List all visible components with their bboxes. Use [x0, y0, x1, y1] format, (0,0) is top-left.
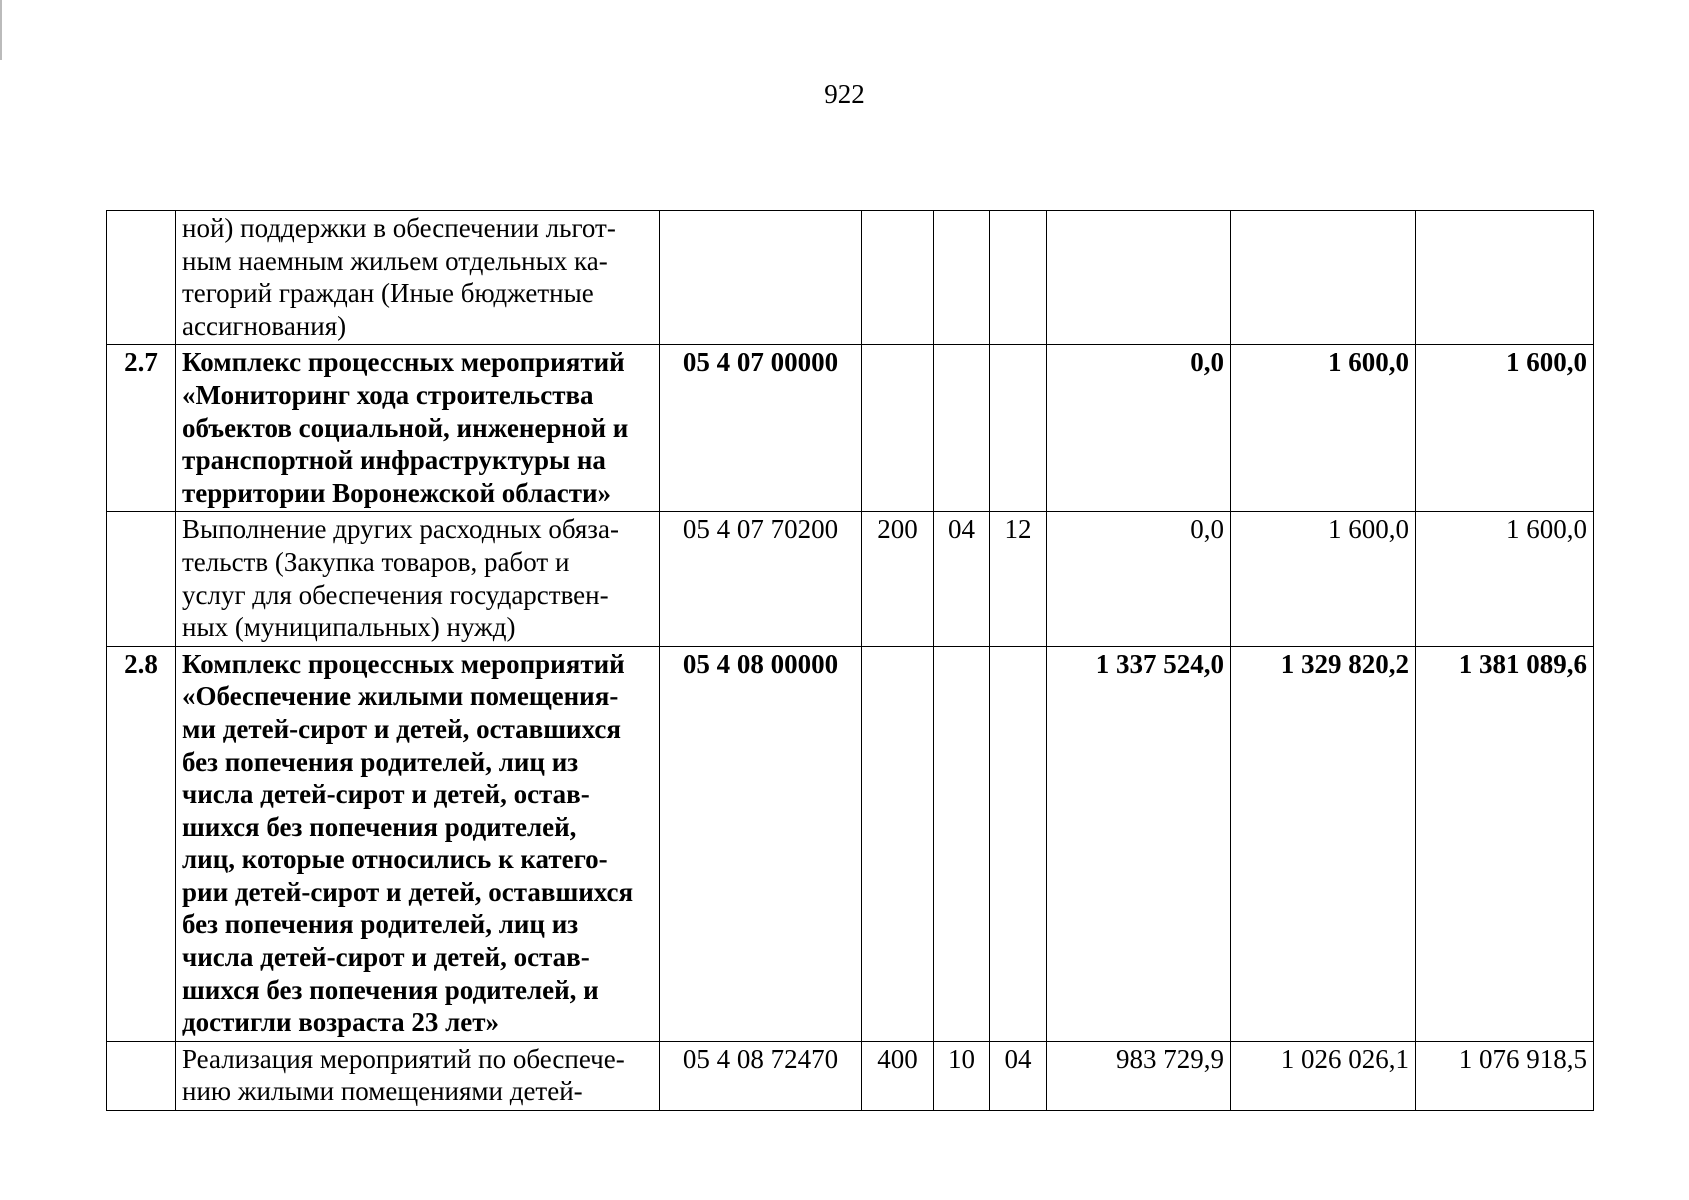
target-code-cell: 05 4 08 00000	[660, 646, 862, 1041]
target-code-cell: 05 4 07 00000	[660, 345, 862, 512]
subsection-cell	[990, 211, 1047, 345]
expense-type-cell	[862, 646, 934, 1041]
amount-year2-cell: 1 600,0	[1231, 512, 1416, 646]
row-number-cell	[107, 1041, 176, 1110]
amount-year1-cell: 0,0	[1047, 512, 1231, 646]
scan-edge-mark	[0, 0, 2, 60]
amount-year2-cell: 1 600,0	[1231, 345, 1416, 512]
section-cell: 10	[934, 1041, 990, 1110]
section-cell	[934, 646, 990, 1041]
row-name-cell: Комплекс процессных мероприятий «Мониторинг хода строительства объектов социальной, инженерной и транспортной инфраструктуры на территории Воронежской области»	[176, 345, 660, 512]
row-name-cell: Реализация мероприятий по обеспече- нию жилыми помещениями детей-	[176, 1041, 660, 1110]
section-cell	[934, 345, 990, 512]
section-cell	[934, 211, 990, 345]
row-name-cell: Выполнение других расходных обяза- тельств (Закупка товаров, работ и услуг для обеспечения государствен- ных (муниципальных) нужд)	[176, 512, 660, 646]
amount-year2-cell: 1 026 026,1	[1231, 1041, 1416, 1110]
subsection-cell: 04	[990, 1041, 1047, 1110]
target-code-cell: 05 4 08 72470	[660, 1041, 862, 1110]
target-code-cell: 05 4 07 70200	[660, 512, 862, 646]
amount-year1-cell	[1047, 211, 1231, 345]
section-cell: 04	[934, 512, 990, 646]
expense-type-cell: 200	[862, 512, 934, 646]
amount-year1-cell: 1 337 524,0	[1047, 646, 1231, 1041]
page-number: 922	[824, 79, 865, 109]
amount-year2-cell: 1 329 820,2	[1231, 646, 1416, 1041]
amount-year1-cell: 983 729,9	[1047, 1041, 1231, 1110]
budget-table	[106, 210, 1594, 1111]
subsection-cell	[990, 345, 1047, 512]
subsection-cell: 12	[990, 512, 1047, 646]
amount-year2-cell	[1231, 211, 1416, 345]
table-body	[107, 211, 1594, 1111]
amount-year3-cell: 1 600,0	[1416, 345, 1594, 512]
amount-year3-cell: 1 076 918,5	[1416, 1041, 1594, 1110]
expense-type-cell	[862, 345, 934, 512]
table-row	[107, 211, 1594, 345]
row-name-cell: ной) поддержки в обеспечении льгот- ным наемным жильем отдельных ка- тегорий граждан (Иные бюджетные ассигнования)	[176, 211, 660, 345]
amount-year3-cell	[1416, 211, 1594, 345]
row-name-cell: Комплекс процессных мероприятий «Обеспечение жилыми помещения- ми детей-сирот и детей, оставшихся без попечения родителей, лиц из числа детей-сирот и детей, остав- шихся без попечения родителей, лиц, которые относились к катего- рии детей-сирот и детей, оставшихся без попечения родителей, лиц из числа детей-сирот и детей, остав- шихся без попечения родителей, и достигли возраста 23 лет»	[176, 646, 660, 1041]
amount-year1-cell: 0,0	[1047, 345, 1231, 512]
amount-year3-cell: 1 381 089,6	[1416, 646, 1594, 1041]
expense-type-cell	[862, 211, 934, 345]
table-row	[107, 646, 1594, 1041]
row-number-cell	[107, 211, 176, 345]
table-row	[107, 345, 1594, 512]
row-number-cell: 2.7	[107, 345, 176, 512]
table-row	[107, 1041, 1594, 1110]
row-number-cell	[107, 512, 176, 646]
row-number-cell: 2.8	[107, 646, 176, 1041]
subsection-cell	[990, 646, 1047, 1041]
expense-type-cell: 400	[862, 1041, 934, 1110]
target-code-cell	[660, 211, 862, 345]
amount-year3-cell: 1 600,0	[1416, 512, 1594, 646]
table-row	[107, 512, 1594, 646]
